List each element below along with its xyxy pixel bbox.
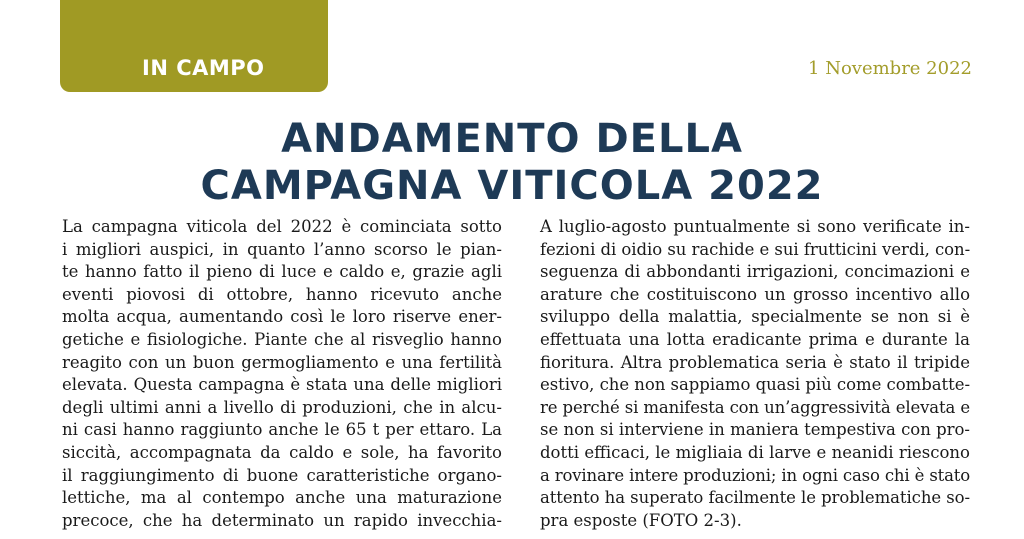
text-line: estivo, che non sappiamo quasi più come combatte- bbox=[540, 375, 970, 395]
text-line: getiche e fisiologiche. Piante che al risveglio hanno bbox=[62, 329, 502, 349]
text-line: attento ha superato facilmente le problematiche so- bbox=[540, 488, 970, 508]
article-title-line: CAMPAGNA VITICOLA 2022 bbox=[200, 163, 824, 209]
text-line: fioritura. Altra problematica seria è stato il tripide bbox=[540, 352, 970, 372]
article-title-line: ANDAMENTO DELLA bbox=[281, 116, 743, 162]
text-line: siccità, accompagnata da caldo e sole, ha favorito bbox=[62, 442, 502, 462]
article-column-left bbox=[62, 216, 502, 532]
text-line: molta acqua, aumentando così le loro riserve ener- bbox=[62, 307, 502, 327]
text-line: sviluppo della malattia, specialmente se non si è bbox=[540, 307, 970, 327]
text-line: effettuata una lotta eradicante prima e durante la bbox=[540, 329, 970, 349]
issue-date: 1 Novembre 2022 bbox=[808, 58, 972, 79]
text-line: degli ultimi anni a livello di produzioni, che in alcu- bbox=[62, 397, 502, 417]
article-title bbox=[0, 116, 1024, 210]
text-line: i migliori auspici, in quanto l’anno scorso le pian- bbox=[62, 239, 502, 259]
text-line: reagito con un buon germogliamento e una fertilità bbox=[62, 352, 502, 372]
text-line: arature che costituiscono un grosso incentivo allo bbox=[540, 284, 970, 304]
text-line: a rovinare intere produzioni; in ogni caso chi è stato bbox=[540, 465, 970, 485]
text-line: te hanno fatto il pieno di luce e caldo e, grazie agli bbox=[62, 262, 502, 282]
text-line: pra esposte (FOTO 2-3). bbox=[540, 510, 742, 530]
text-line: lettiche, ma al contempo anche una maturazione bbox=[62, 488, 502, 508]
text-line: La campagna viticola del 2022 è cominciata sotto bbox=[62, 217, 502, 236]
text-line: il raggiungimento di buone caratteristiche organo- bbox=[62, 465, 502, 485]
text-line: eventi piovosi di ottobre, hanno ricevuto anche bbox=[62, 284, 502, 304]
section-label: IN CAMPO bbox=[142, 56, 265, 80]
text-line: re perché si manifesta con un’aggressività elevata e bbox=[540, 397, 970, 417]
article-column-right bbox=[540, 216, 970, 532]
text-line: A luglio-agosto puntualmente si sono verificate in- bbox=[540, 217, 970, 236]
text-line: fezioni di oidio su rachide e sui frutticini verdi, con- bbox=[540, 239, 971, 259]
text-line: se non si interviene in maniera tempestiva con pro- bbox=[540, 420, 970, 440]
text-line: dotti efficaci, le migliaia di larve e neanidi riescono bbox=[540, 442, 970, 462]
text-line: elevata. Questa campagna è stata una delle migliori bbox=[62, 375, 502, 395]
text-line: ni casi hanno raggiunto anche le 65 t per ettaro. La bbox=[62, 420, 502, 440]
text-line: seguenza di abbondanti irrigazioni, concimazioni e bbox=[540, 262, 970, 282]
text-line: precoce, che ha determinato un rapido invecchia- bbox=[62, 510, 502, 530]
